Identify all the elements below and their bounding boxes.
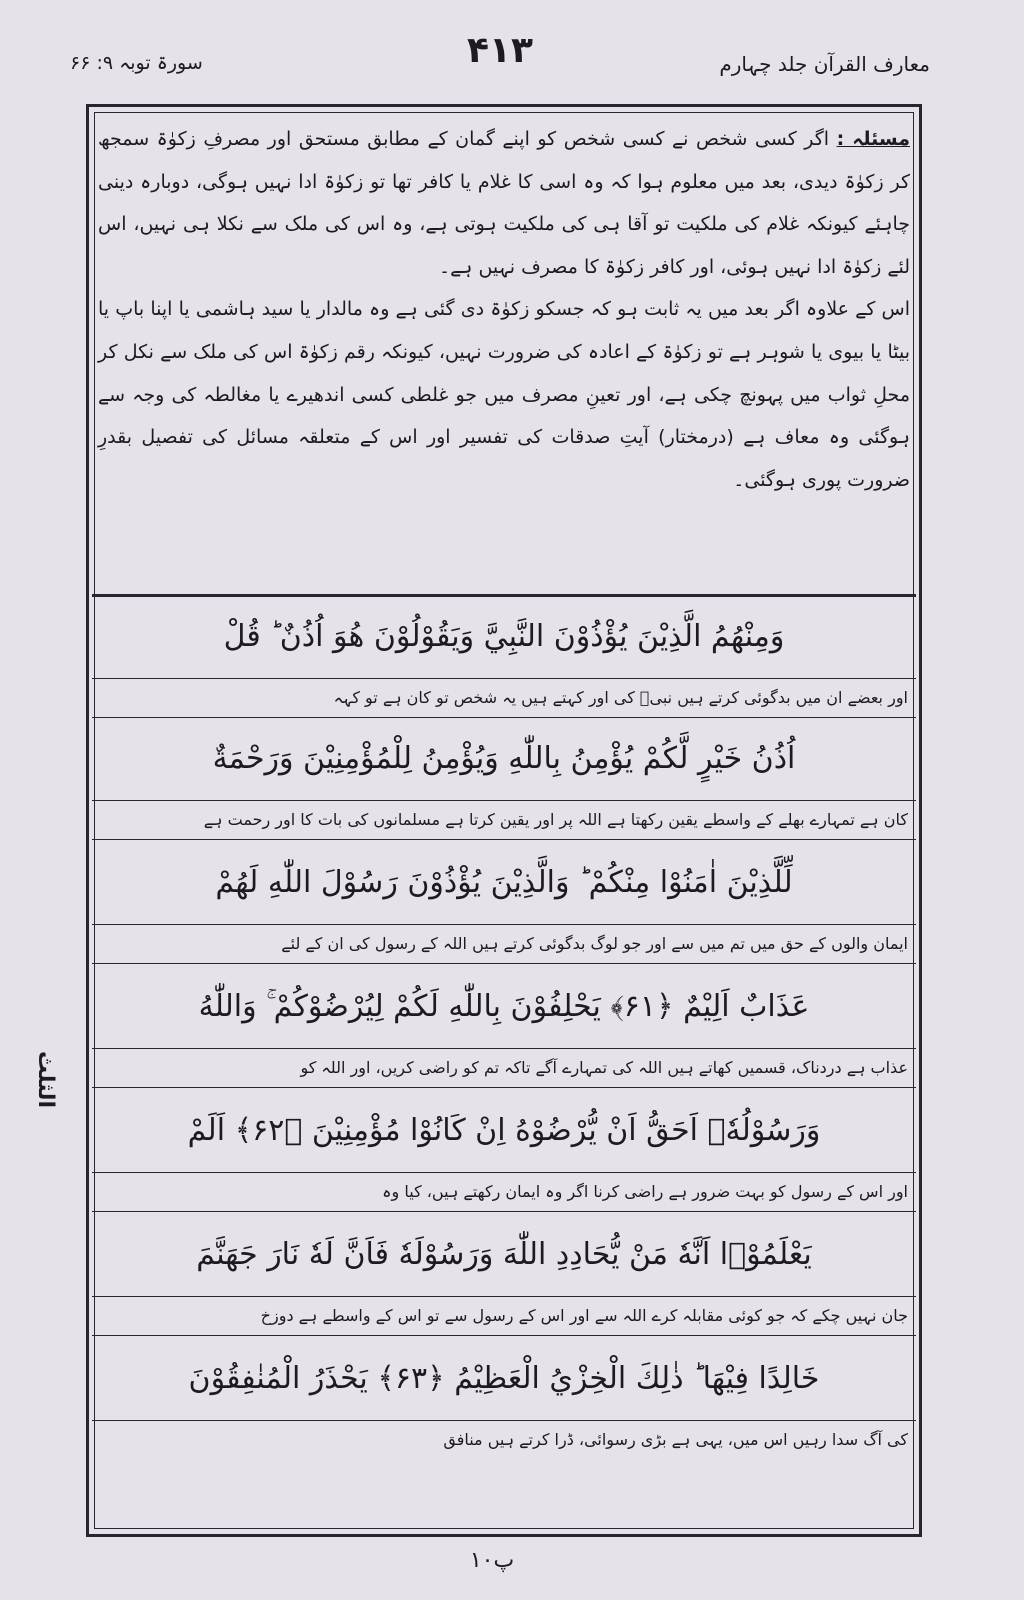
translation-rule <box>92 963 916 964</box>
verse-rule <box>92 1172 916 1173</box>
translation-rule <box>92 717 916 718</box>
translation-line: کان ہے تمہارے بھلے کے واسطے یقین رکھتا ہے اللہ پر اور یقین کرتا ہے مسلمانوں کی بات کا اور رحمت ہے <box>203 810 908 829</box>
translation-line: اور بعضے ان میں بدگوئی کرتے ہیں نبیؐ کی اور کہتے ہیں یہ شخص تو کان ہے تو کہہ <box>333 688 908 707</box>
translation-line: عذاب ہے دردناک، قسمیں کھاتے ہیں اللہ کی تمہارے آگے تاکہ تم کو راضی کریں، اور اللہ کو <box>300 1058 908 1077</box>
surah-reference: سورۃ توبہ ۹: ۶۶ <box>70 52 203 74</box>
verse-line: اُذُنُ خَيْرٍ لَّكُمْ يُؤْمِنُ بِاللّٰهِ وَيُؤْمِنُ لِلْمُؤْمِنِيْنَ وَرَحْمَةٌ <box>212 741 796 776</box>
verse-line: وَمِنْهُمُ الَّذِيْنَ يُؤْذُوْنَ النَّبِيَّ وَيَقُوْلُوْنَ هُوَ اُذُنٌ ؕ قُلْ <box>223 619 785 654</box>
translation-rule <box>92 839 916 840</box>
translation-line: جان نہیں چکے کہ جو کوئی مقابلہ کرے اللہ سے اور اس کے رسول سے تو اس کے واسطے ہے دوزخ <box>260 1306 908 1325</box>
verse-rule <box>92 1420 916 1421</box>
verse-line: وَرَسُوْلُهٗۤ اَحَقُّ اَنْ يُّرْضُوْهُ اِنْ كَانُوْا مُؤْمِنِيْنَ ﴿۶۲﴾ اَلَمْ <box>187 1113 821 1148</box>
commentary-text-2: اس کے علاوہ اگر بعد میں یہ ثابت ہو کہ جسکو زکوٰۃ دی گئی ہے وہ مالدار یا سید ہاشمی یا اپنا باپ یا بیٹا یا بیوی یا شوہر ہے تو زکوٰۃ کے اعادہ کی ضرورت نہیں، کیونکہ رقم زکوٰۃ اس کی ملک سے نکل کر محلِ ثواب میں پہونچ چکی ہے، اور تعینِ مصرف میں جو غلطی کسی اندھیرے یا مغالطہ کی وجہ سے ہوگئی وہ معاف ہے (درمختار) آیتِ صدقات کی تفسیر اور اس کے متعلقہ مسائل کی تفصیل بقدرِ ضرورت پوری ہوگئی۔ <box>98 298 910 491</box>
verse-line: يَعْلَمُوْۤا اَنَّهٗ مَنْ يُّحَادِدِ اللّٰهَ وَرَسُوْلَهٗ فَاَنَّ لَهٗ نَارَ جَهَنَّمَ <box>196 1237 812 1272</box>
commentary-paragraph-1 <box>98 118 910 288</box>
book-title: معارف القرآن جلد چہارم <box>719 52 930 76</box>
verse-line: عَذَابٌ اَلِيْمٌ ﴿۶۱﴾ يَحْلِفُوْنَ بِاللّٰهِ لَكُمْ لِيُرْضُوْكُمْ ۚ وَاللّٰهُ <box>198 989 810 1024</box>
translation-rule <box>92 1087 916 1088</box>
commentary-text-1: اگر کسی شخص نے کسی شخص کو اپنے گمان کے مطابق مستحق اور مصرفِ زکوٰۃ سمجھ کر زکوٰۃ دیدی، بعد میں معلوم ہوا کہ وہ اسی کا غلام یا کافر تھا تو زکوٰۃ ادا نہیں ہوگی، دوبارہ دینی چاہئے کیونکہ غلام کی ملکیت تو آقا ہی کی ملکیت ہوتی ہے، وہ اس کی ملک سے نکلا ہی نہیں، اس لئے زکوٰۃ ادا نہیں ہوئی، اور کافر زکوٰۃ کا مصرف نہیں ہے۔ <box>98 128 910 278</box>
page-number: ۴۱۳ <box>467 30 533 71</box>
translation-rule <box>92 1335 916 1336</box>
verse-rule <box>92 924 916 925</box>
para-mark: پ۱۰ <box>469 1548 515 1573</box>
translation-line: اور اس کے رسول کو بہت ضرور ہے راضی کرنا اگر وہ ایمان رکھتے ہیں، کیا وہ <box>382 1182 908 1201</box>
verse-rule <box>92 1048 916 1049</box>
translation-rule <box>92 1211 916 1212</box>
page-header <box>70 30 930 90</box>
verse-line: لِّلَّذِيْنَ اٰمَنُوْا مِنْكُمْ ؕ وَالَّذِيْنَ يُؤْذُوْنَ رَسُوْلَ اللّٰهِ لَهُمْ <box>215 865 793 900</box>
verse-rule <box>92 1296 916 1297</box>
commentary-block <box>98 118 910 501</box>
translation-line: ایمان والوں کے حق میں تم میں سے اور جو لوگ بدگوئی کرتے ہیں اللہ کے رسول کی ان کے لئے <box>281 934 908 953</box>
verse-rule <box>92 800 916 801</box>
masala-label: مسئلہ : <box>836 128 910 150</box>
verse-rule <box>92 678 916 679</box>
side-margin-label: الثلث <box>33 1051 58 1109</box>
section-divider <box>92 594 916 597</box>
translation-line: کی آگ سدا رہیں اس میں، یہی ہے بڑی رسوائی، ڈرا کرتے ہیں منافق <box>443 1430 908 1449</box>
commentary-paragraph-2 <box>98 288 910 501</box>
verse-line: خَالِدًا فِيْهَا ؕ ذٰلِكَ الْخِزْيُ الْعَظِيْمُ ﴿۶۳﴾ يَحْذَرُ الْمُنٰفِقُوْنَ <box>188 1361 820 1396</box>
